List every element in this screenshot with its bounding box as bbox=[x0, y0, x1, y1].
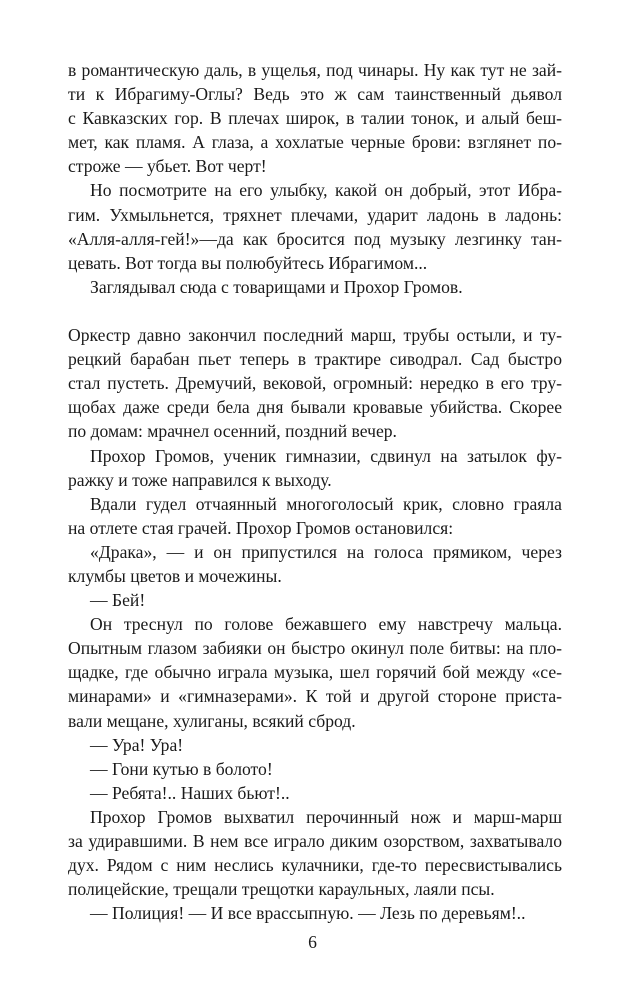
text-line: — Ура! Ура! bbox=[90, 734, 184, 755]
text-line: «Драка», — и он припустился на голоса прямиком, через bbox=[90, 541, 562, 562]
text-line: ражку и тоже направился к выходу. bbox=[68, 469, 332, 490]
text-line: полицейские, трещали трещотки караульных, лаяли псы. bbox=[68, 879, 495, 900]
text-line: «Алля-алля-гей!»—да как бросится под музыку лезгинку тан- bbox=[68, 228, 562, 249]
text-line: по домам: мрачнел осенний, поздний вечер. bbox=[68, 421, 397, 442]
section-break bbox=[68, 299, 562, 323]
text-line: — Ребята!.. Наших бьют!.. bbox=[90, 782, 290, 803]
text-line: мет, как пламя. А глаза, а хохлатые черные брови: взглянет по- bbox=[68, 132, 562, 153]
text-line: в романтическую даль, в ущелья, под чинары. Ну как тут не зай- bbox=[68, 60, 562, 80]
text-line: вали мещане, хулиганы, всякий сброд. bbox=[68, 710, 356, 731]
text-line: цевать. Вот тогда вы полюбуйтесь Ибрагимом... bbox=[68, 252, 428, 273]
text-line: стал пустеть. Дремучий, вековой, огромный: нередко в его тру- bbox=[68, 373, 562, 394]
text-line: Прохор Громов, ученик гимназии, сдвинул на затылок фу- bbox=[90, 445, 562, 466]
text-line: — Полиция! — И все врассыпную. — Лезь по деревьям!.. bbox=[90, 903, 526, 924]
text-line: Но посмотрите на его улыбку, какой он добрый, этот Ибра- bbox=[90, 180, 562, 201]
text-line: — Бей! bbox=[90, 590, 146, 611]
text-line: строже — убьет. Вот черт! bbox=[68, 156, 267, 177]
text-line: Оркестр давно закончил последний марш, трубы остыли, и ту- bbox=[68, 325, 562, 346]
text-line: Вдали гудел отчаянный многоголосый крик, словно граяла bbox=[90, 493, 562, 514]
text-line: Опытным глазом забияки он быстро окинул поле битвы: на пло- bbox=[68, 638, 562, 659]
text-line: Он треснул по голове бежавшего ему навстречу мальца. bbox=[90, 614, 562, 635]
text-line: на отлете стая грачей. Прохор Громов остановился: bbox=[68, 517, 454, 538]
text-line: щадке, где обычно играла музыка, шел горячий бой между «се- bbox=[68, 662, 562, 683]
text-line: за удиравшими. В нем все играло диким озорством, захватывало bbox=[68, 831, 562, 851]
page-body bbox=[68, 58, 562, 925]
text-line: рецкий барабан пьет теперь в трактире сиводрал. Сад быстро bbox=[68, 349, 562, 370]
text-line: дух. Рядом с ним неслись кулачники, где-то пересвистывались bbox=[68, 855, 562, 876]
text-line: с Кавказских гор. В плечах широк, в талии тонок, и алый беш- bbox=[68, 108, 562, 129]
text-line: клумбы цветов и мочежины. bbox=[68, 565, 282, 586]
text-line: минарами» и «гимназерами». К той и другой стороне пристa- bbox=[68, 686, 562, 707]
text-line: Прохор Громов выхватил перочинный нож и марш-марш bbox=[90, 806, 562, 827]
text-line: щобах даже среди бела дня бывали кровавые убийства. Скорее bbox=[68, 397, 562, 418]
page-number: 6 bbox=[308, 932, 317, 952]
text-line: ти к Ибрагиму-Оглы? Ведь это ж сам таинственный дьявол bbox=[68, 84, 562, 105]
text-line: Заглядывал сюда с товарищами и Прохор Громов. bbox=[90, 276, 463, 297]
text-line: — Гони кутью в болото! bbox=[90, 758, 273, 779]
text-line: гим. Ухмыльнется, тряхнет плечами, ударит ладонь в ладонь: bbox=[68, 204, 562, 225]
